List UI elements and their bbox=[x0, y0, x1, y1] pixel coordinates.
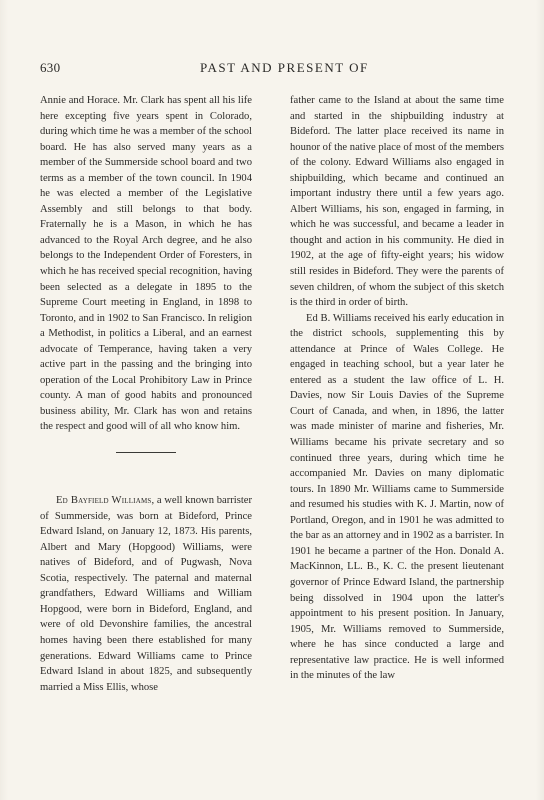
clark-biography-ending: Annie and Horace. Mr. Clark has spent all his life here excepting five years spent in Colorado, during which time he was a member of the school board. He has also served many years as a member of the Summerside school board and two terms as a member of the town council. In 1904 he was elected a member of the Legislative Assembly and still belongs to that body. Fraternally he is a Mason, in which he has advanced to the Royal Arch degree, and he also belongs to the Independent Order of Foresters, in which he has received special recognition, having been selected as a delegate in 1895 to the Supreme Court meeting in England, in 1898 to Toronto, and in 1902 to San Francisco. In religion a Methodist, in politics a Liberal, and an earnest advocate of Temperance, having taken a very active part in the passing and the bringing into operation of the Local Prohibitory Law in Prince county. A man of good habits and pronounced business ability, Mr. Clark has won and retains the respect and good will of all who know him. bbox=[40, 95, 252, 433]
subject-name: Ed Bayfield Williams bbox=[56, 495, 152, 507]
page-number: 630 bbox=[40, 60, 61, 75]
right-column bbox=[290, 93, 504, 684]
williams-education-career: Ed B. Williams received his early education in the district schools, supplementing this by attendance at Prince of Wales College. He engaged in teaching school, but a year later he entered as a student the law office of L. H. Davies, now Sir Louis Davies of the Supreme Court of Canada, and when, in 1896, the latter was made minister of marine and fisheries, Mr. Williams became his private secretary and so continued three years, during which time he accompanied Mr. Davies on many diplomatic tours. In 1890 Mr. Williams came to Summerside and resumed his studies with K. J. Martin, now of Portland, Oregon, and in 1901 he was admitted to the bar as an attorney and in 1902 as a barrister. In 1901 he became a partner of the Hon. Donald A. MacKinnon, LL. B., K. C. the present lieutenant governor of Prince Edward Island, the partnership being dissolved in 1904 upon the latter's appointment to his present position. In January, 1905, Mr. Williams removed to Summerside, where he has since conducted a large and representative law practice. He is well informed in the minutes of the law bbox=[290, 312, 504, 682]
williams-biography-text: , a well known barrister of Summerside, was born at Bideford, Prince Edward Island, on January 12, 1873. His parents, Albert and Mary (Hopgood) Williams, were natives of Bideford, and of Pugwash, Nova Scotia, respectively. The paternal and maternal grandfathers, Edward Williams and William Hopgood, were born in Bideford, England, and were of old Devonshire families, the ancestral homes having been there established for many generations. Edward Williams came to Prince Edward Island in about 1825, and subsequently married a Miss Ellis, whose bbox=[40, 495, 252, 693]
williams-family-history: father came to the Island at about the same time and started in the shipbuilding industry at Bideford. The latter place received its name in hounor of the native place of most of the members of the colony. Edward Williams also engaged in shipbuilding, which became and continued an important industry there until a few years ago. Albert Williams, his son, engaged in farming, in which he was successful, and became a leader in thought and action in his community. He died in 1902, at the age of fifty-eight years; his widow still resides in Bideford. They were the parents of seven children, of whom the subject of this sketch is the third in order of birth. bbox=[290, 95, 504, 309]
page-header bbox=[40, 60, 516, 76]
running-title: PAST AND PRESENT OF bbox=[200, 60, 369, 75]
section-divider bbox=[116, 452, 176, 453]
williams-biography-opening bbox=[40, 493, 252, 695]
left-column bbox=[40, 93, 252, 695]
